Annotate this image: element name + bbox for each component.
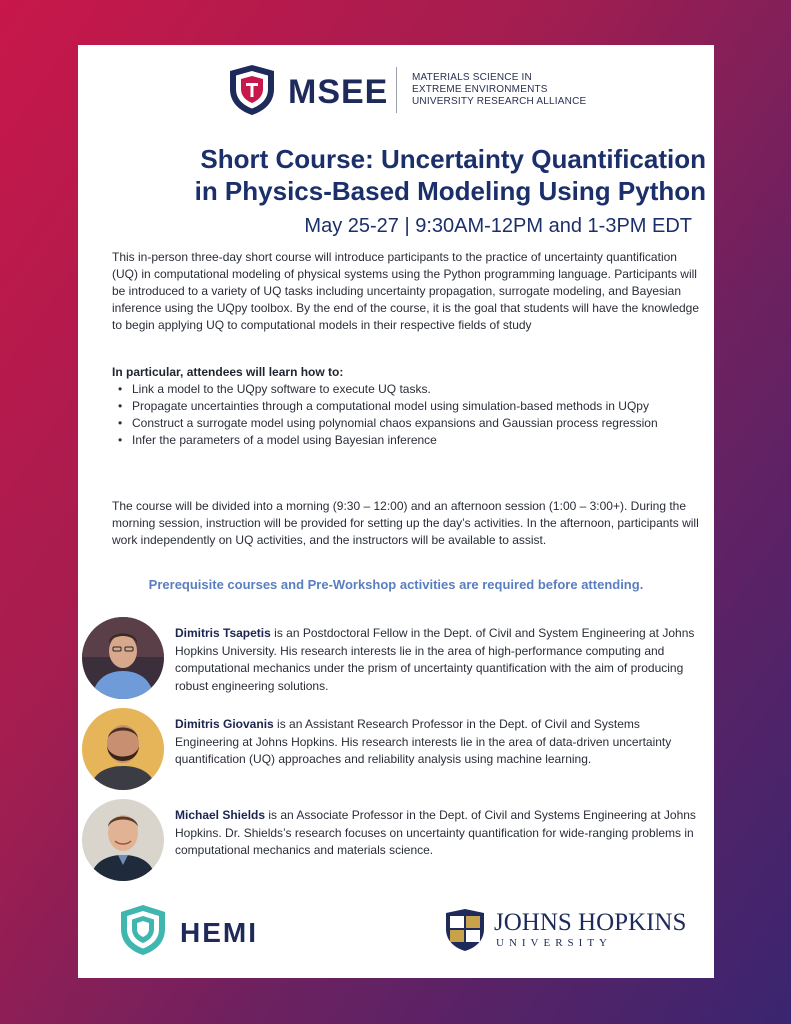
avatar [82, 617, 164, 699]
avatar [82, 799, 164, 881]
hemi-shield-icon [118, 903, 168, 957]
jhu-university: UNIVERSITY [496, 937, 612, 949]
msee-shield-icon [228, 63, 276, 117]
header-divider [396, 67, 397, 113]
instructor-name: Michael Shields [175, 808, 266, 822]
course-dates: May 25-27 | 9:30AM-12PM and 1-3PM EDT [304, 215, 692, 237]
list-item: • Construct a surrogate model using polynomial chaos expansions and Gaussian process regression [112, 415, 702, 432]
msee-header [228, 63, 588, 119]
alliance-name [412, 72, 602, 108]
instructor-bio [78, 617, 714, 699]
list-item: • Propagate uncertainties through a computational model using simulation-based methods in UQpy [112, 398, 702, 415]
instructor-description: is an Associate Professor in the Dept. of Civil and Systems Engineering at Johns Hopkins. Dr. Shields’s research focuses on uncertainty quantification for wide-ranging problems in computational mechanics and materials science. [175, 808, 696, 857]
instructor-bio [78, 799, 714, 881]
instructor-bio [78, 708, 714, 790]
instructor-name: Dimitris Giovanis [175, 717, 274, 731]
person-photo-icon [82, 708, 164, 790]
alliance-line-3: UNIVERSITY RESEARCH ALLIANCE [412, 96, 587, 107]
learn-heading: In particular, attendees will learn how to: [112, 365, 344, 379]
alliance-line-2: EXTREME ENVIRONMENTS [412, 84, 548, 95]
prerequisite-notice: Prerequisite courses and Pre-Workshop activities are required before attending. [148, 577, 644, 592]
list-item: • Infer the parameters of a model using Bayesian inference [112, 432, 702, 449]
course-title [78, 143, 714, 207]
hemi-logo-text: HEMI [180, 917, 258, 948]
person-photo-icon [82, 799, 164, 881]
hemi-logo [118, 903, 278, 957]
title-line-1: Short Course: Uncertainty Quantification [200, 144, 706, 174]
msee-logo-text: MSEE [288, 73, 389, 111]
intro-paragraph: This in-person three-day short course will introduce participants to the practice of uncertainty quantification (UQ) in computational modeling of physical systems using the Python programming language. Participants will be introduced to a variety of UQ tasks including uncertainty propagation, surrogate modeling, and Bayesian inference using the UQpy toolbox. By the end of the course, it is the goal that students will have the knowledge to begin applying UQ to computational models in their respective fields of study [112, 250, 700, 332]
jhu-logo [444, 905, 687, 955]
avatar [82, 708, 164, 790]
schedule-paragraph: The course will be divided into a morning (9:30 – 12:00) and an afternoon session (1:00 – 3:00+). During the morning session, instruction will be provided for setting up the day’s activities. In the afternoon, participants will work independently on UQ activities, and the instructors will be available to assist. [112, 499, 699, 547]
instructor-description: is an Assistant Research Professor in the Dept. of Civil and Systems Engineering at Johns Hopkins. His research interests lie in the area of data-driven uncertainty quantification (UQ) approaches and reliability analysis using machine learning. [175, 717, 672, 766]
title-line-2: in Physics-Based Modeling Using Python [194, 176, 706, 206]
person-photo-icon [82, 617, 164, 699]
learn-list [112, 381, 702, 449]
alliance-line-1: MATERIALS SCIENCE IN [412, 72, 532, 83]
instructor-name: Dimitris Tsapetis [175, 626, 271, 640]
jhu-shield-icon [444, 907, 486, 953]
instructor-description: is an Postdoctoral Fellow in the Dept. of Civil and System Engineering at Johns Hopkins University. His research interests lie in the area of high-performance computing and computational mechanics under the prism of uncertainty quantification with the aim of producing robust engineering solutions. [175, 626, 695, 693]
jhu-name: JOHNS HOPKINS [494, 909, 687, 936]
flyer-page [78, 45, 714, 978]
list-item: • Link a model to the UQpy software to execute UQ tasks. [112, 381, 702, 398]
